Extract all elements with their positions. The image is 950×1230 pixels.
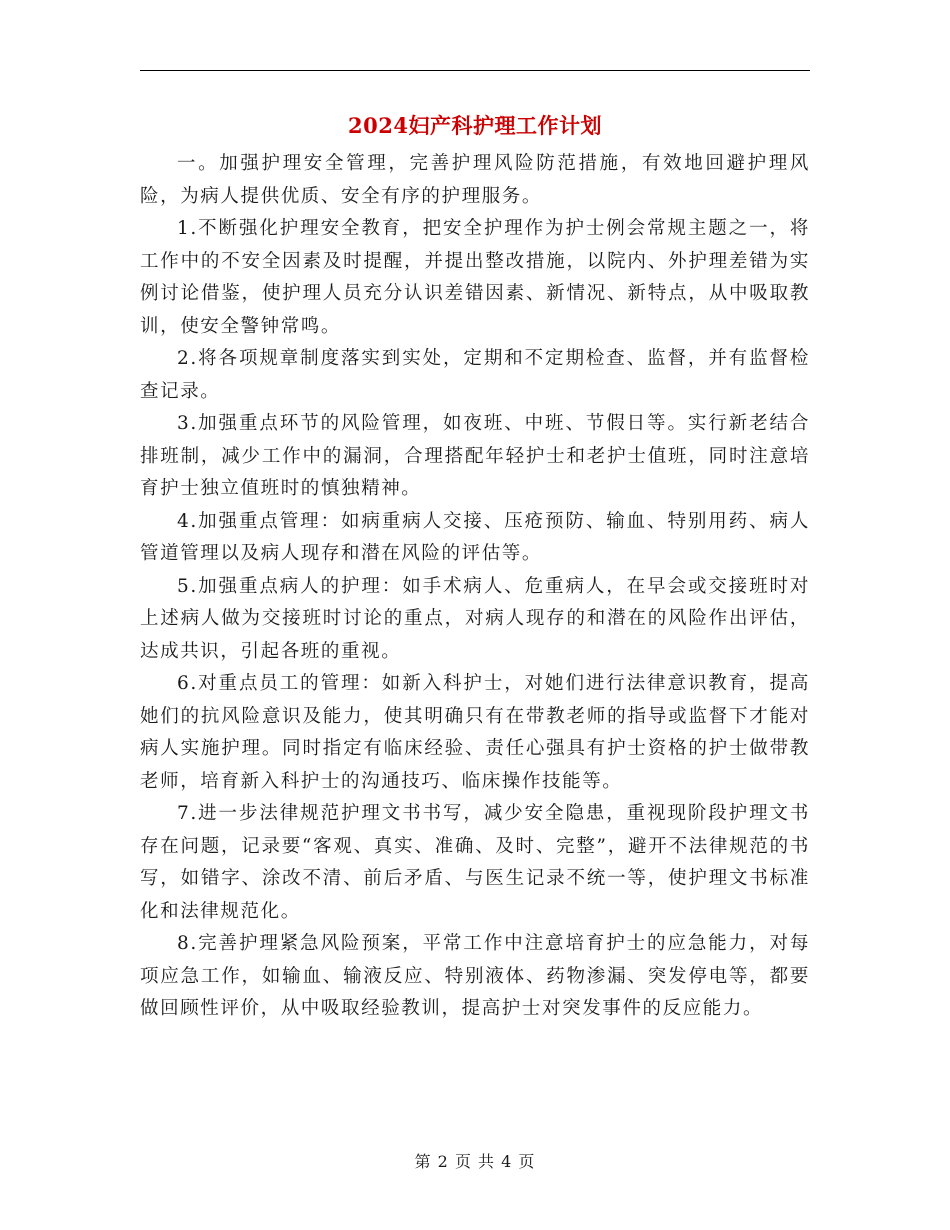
paragraph-item-3: 3.加强重点环节的风险管理，如夜班、中班、节假日等。实行新老结合排班制，减少工作中的漏洞，合理搭配年轻护士和老护士值班，同时注意培育护士独立值班时的慎独精神。 xyxy=(140,413,810,499)
paragraph-item-1: 1.不断强化护理安全教育，把安全护理作为护士例会常规主题之一，将工作中的不安全因素及时提醒，并提出整改措施，以院内、外护理差错为实例讨论借鉴，使护理人员充分认识差错因素、新情况、新特点，从中吸取教训，使安全警钟常鸣。 xyxy=(140,218,810,337)
paragraph-item-6: 6.对重点员工的管理：如新入科护士，对她们进行法律意识教育，提高她们的抗风险意识及能力，使其明确只有在带教老师的指导或监督下才能对病人实施护理。同时指定有临床经验、责任心强具有护士资格的护士做带教老师，培育新入科护士的沟通技巧、临床操作技能等。 xyxy=(140,673,810,792)
document-title: 2024妇产科护理工作计划 xyxy=(348,113,602,138)
header-rule xyxy=(140,70,810,71)
paragraph-item-7: 7.进一步法律规范护理文书书写，减少安全隐患，重视现阶段护理文书存在问题，记录要“客观、真实、准确、及时、完整”，避开不法律规范的书写，如错字、涂改不清、前后矛盾、与医生记录不统一等，使护理文书标准化和法律规范化。 xyxy=(140,803,810,922)
document-body xyxy=(140,148,810,1026)
page-number-footer: 第 2 页 共 4 页 xyxy=(414,1152,536,1171)
paragraph-item-2: 2.将各项规章制度落实到实处，定期和不定期检查、监督，并有监督检查记录。 xyxy=(140,348,810,402)
paragraph-section-1: 一。加强护理安全管理，完善护理风险防范措施，有效地回避护理风险，为病人提供优质、安全有序的护理服务。 xyxy=(140,153,810,207)
paragraph-item-8: 8.完善护理紧急风险预案，平常工作中注意培育护士的应急能力，对每项应急工作，如输血、输液反应、特别液体、药物渗漏、突发停电等，都要做回顾性评价，从中吸取经验教训，提高护士对突发事件的反应能力。 xyxy=(140,933,810,1019)
paragraph-item-5: 5.加强重点病人的护理：如手术病人、危重病人，在早会或交接班时对上述病人做为交接班时讨论的重点，对病人现存的和潜在的风险作出评估，达成共识，引起各班的重视。 xyxy=(140,575,810,662)
paragraph-item-4: 4.加强重点管理：如病重病人交接、压疮预防、输血、特别用药、病人管道管理以及病人现存和潜在风险的评估等。 xyxy=(140,510,810,564)
